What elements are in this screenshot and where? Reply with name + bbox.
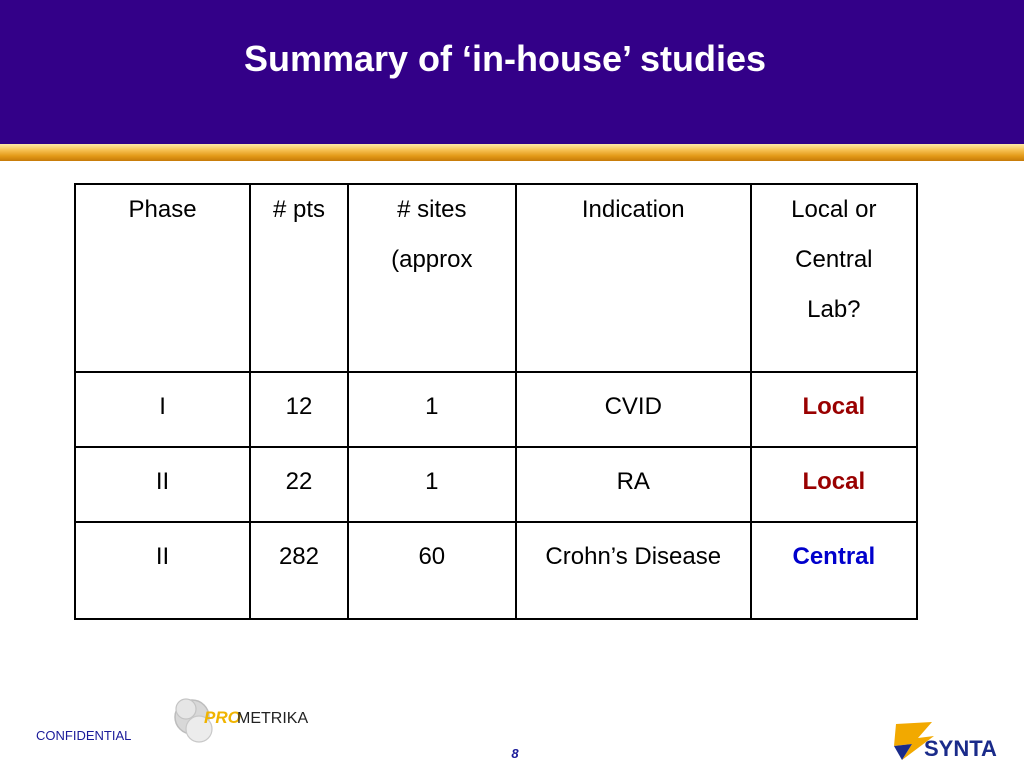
header-sites (348, 184, 516, 372)
header-phase-text: Phase (128, 196, 197, 223)
slide-title: Summary of ‘in-house’ studies (243, 38, 767, 79)
summary-table (74, 183, 918, 620)
cell-sites: 1 (348, 372, 516, 447)
header-phase (75, 184, 250, 372)
header-lab-line3: Lab? (807, 296, 861, 323)
lab-local-label: Local (802, 393, 866, 420)
confidential-label: CONFIDENTIAL (36, 728, 132, 743)
table-row (75, 522, 917, 619)
header-pts (250, 184, 348, 372)
lab-local-label: Local (802, 468, 866, 495)
cell-indication: Crohn’s Disease (516, 522, 751, 619)
header-indication (516, 184, 751, 372)
cell-sites: 60 (348, 522, 516, 619)
lab-central-label: Central (792, 543, 876, 570)
synta-logo (888, 718, 1018, 764)
cell-lab (751, 447, 917, 522)
header-sites-line2: (approx (391, 246, 473, 273)
header-lab-line2: Central (795, 246, 873, 273)
cell-indication: RA (516, 447, 751, 522)
header-stripe (0, 144, 1024, 161)
header-pts-text: # pts (272, 196, 325, 223)
cell-indication: CVID (516, 372, 751, 447)
table-row (75, 447, 917, 522)
table-header-row (75, 184, 917, 372)
cell-lab (751, 522, 917, 619)
header-indication-text: Indication (581, 196, 685, 223)
prometrika-logo (172, 695, 342, 747)
header-lab (751, 184, 917, 372)
table-row (75, 372, 917, 447)
cell-phase: II (75, 522, 250, 619)
cell-pts: 12 (250, 372, 348, 447)
synta-text: SYNTA (924, 736, 997, 761)
prometrika-pro-text: PRO (204, 708, 241, 727)
header-lab-line1: Local or (791, 196, 877, 223)
cell-pts: 282 (250, 522, 348, 619)
prometrika-metrika-text: METRIKA (237, 710, 309, 727)
cell-lab (751, 372, 917, 447)
cell-sites: 1 (348, 447, 516, 522)
header-sites-line1: # sites (397, 196, 467, 223)
page-number: 8 (511, 746, 519, 761)
cell-phase: II (75, 447, 250, 522)
cell-pts: 22 (250, 447, 348, 522)
cell-phase: I (75, 372, 250, 447)
